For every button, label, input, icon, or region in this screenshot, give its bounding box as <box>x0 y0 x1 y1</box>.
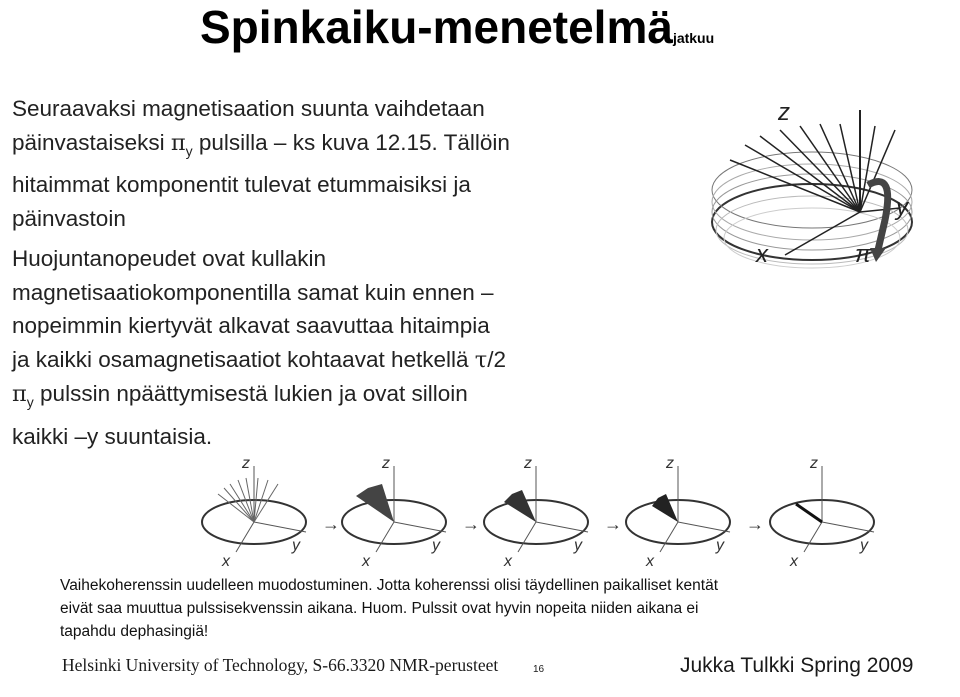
p1-line3: hitaimmat komponentit tulevat etummaisiksi ja <box>12 172 471 197</box>
refocusing-sequence <box>196 452 896 572</box>
pi-symbol: π <box>170 129 186 156</box>
diagram-5 <box>770 455 874 570</box>
p2-line4-a: ja kaikki osamagnetisaatiot kohtaavat hetkellä <box>12 346 475 372</box>
seq-z-1: z <box>242 455 250 472</box>
seq-y-3: y <box>574 537 582 554</box>
slide-title-text: Spinkaiku-menetelmä <box>200 1 673 53</box>
slide-title <box>200 0 714 54</box>
footer-page-number: 16 <box>533 664 545 675</box>
p2-line5 <box>12 377 632 420</box>
tau-symbol: τ <box>474 346 488 373</box>
seq-z-5: z <box>810 455 818 472</box>
seq-y-2: y <box>432 537 440 554</box>
caption-line2: eivät saa muuttua pulssisekvenssin aikana. Huom. Pulssit ovat hyvin nopeita niiden aikana ei <box>60 600 699 617</box>
p2-line5-b: pulssin npäättymisestä lukien ja ovat silloin <box>33 381 468 406</box>
p1-line2-b: pulsilla – ks kuva 12.15. Tällöin <box>192 129 510 155</box>
axis-y-label: y <box>896 194 908 221</box>
caption-line3: tapahdu dephasingiä! <box>60 623 209 640</box>
pi-label: π <box>855 241 872 268</box>
slide-title-suffix: jatkuu <box>672 30 715 46</box>
seq-x-5: x <box>790 553 798 570</box>
axis-z-label: z <box>778 99 790 126</box>
pi-symbol-2: π <box>12 381 27 407</box>
seq-y-1: y <box>292 537 300 554</box>
p2-line6: kaikki –y suuntaisia. <box>12 423 213 449</box>
seq-z-2: z <box>382 455 390 472</box>
p1-line2 <box>12 126 652 169</box>
seq-arrow-1: → <box>322 514 340 534</box>
seq-arrow-3: → <box>604 514 622 534</box>
p2-line4 <box>12 343 632 378</box>
seq-x-4: x <box>646 553 654 570</box>
seq-z-4: z <box>666 455 674 472</box>
p1-line2-a: päinvastaiseksi <box>12 129 171 155</box>
paragraph-2 <box>12 242 632 453</box>
seq-x-1: x <box>222 553 230 570</box>
seq-z-3: z <box>524 455 532 472</box>
caption-line1: Vaihekoherenssin uudelleen muodostuminen. Jotta koherenssi olisi täydellinen paikalliset kentät <box>60 577 719 594</box>
seq-x-3: x <box>504 553 512 570</box>
seq-y-4: y <box>716 537 724 554</box>
seq-arrow-4: → <box>746 514 764 534</box>
p2-line1: Huojuntanopeudet ovat kullakin <box>12 246 326 271</box>
footer-institution: Helsinki University of Technology, S-66.3320 NMR-perusteet <box>62 655 499 675</box>
p2-line4-b: /2 <box>487 346 506 372</box>
figure-caption <box>60 574 940 643</box>
seq-y-5: y <box>860 537 868 554</box>
diagram-1 <box>202 455 306 570</box>
paragraph-1 <box>12 92 652 235</box>
seq-x-2: x <box>362 553 370 570</box>
pi-subscript: y <box>185 142 193 159</box>
p2-line2: magnetisaatiokomponentilla samat kuin ennen – <box>12 279 494 305</box>
spin-cone-figure <box>700 90 940 280</box>
p1-line1: Seuraavaksi magnetisaation suunta vaihdetaan <box>12 96 485 121</box>
diagram-3 <box>484 455 588 570</box>
seq-arrow-2: → <box>462 514 480 534</box>
p2-line3: nopeimmin kiertyvät alkavat saavuttaa hitaimpia <box>12 313 490 338</box>
diagram-2 <box>342 455 446 570</box>
pi-subscript-2: y <box>26 394 34 410</box>
axis-x-label: x <box>756 241 768 268</box>
p1-line4: päinvastoin <box>12 205 126 231</box>
diagram-4 <box>626 455 730 570</box>
footer-author: Jukka Tulkki Spring 2009 <box>680 654 914 677</box>
